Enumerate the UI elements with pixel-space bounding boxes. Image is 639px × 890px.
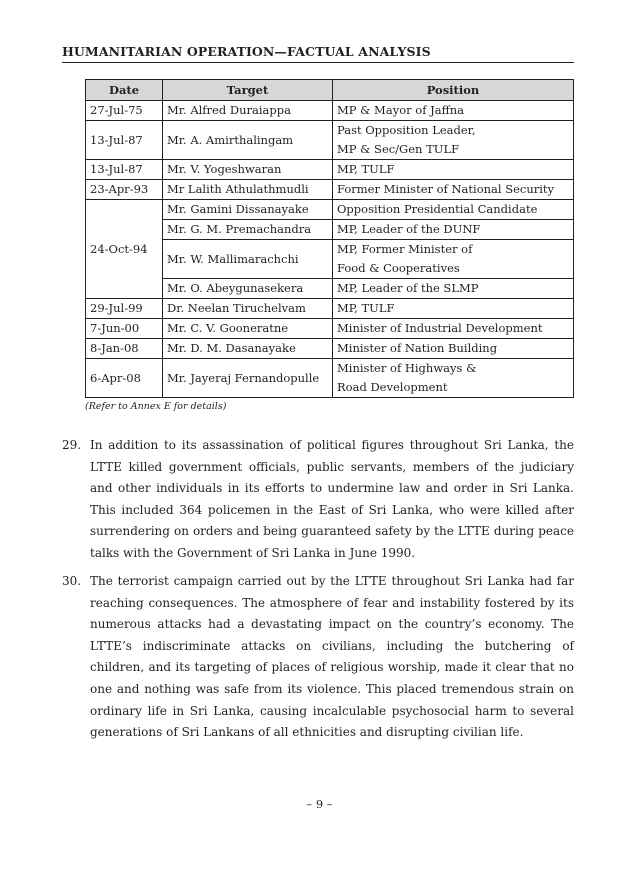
- table-row: [86, 160, 574, 180]
- table-row: [86, 339, 574, 359]
- page-header: HUMANITARIAN OPERATION—FACTUAL ANALYSIS: [62, 44, 574, 63]
- cell-position: MP, Leader of the DUNF: [333, 220, 574, 240]
- paragraph-text: In addition to its assassination of political figures throughout Sri Lanka, the LTTE killed government officials, public servants, members of the judiciary and other individuals in its efforts to undermine law and order in Sri Lanka. This included 364 policemen in the East of Sri Lanka, who were killed after surrendering on orders and being guaranteed safety by the LTTE during peace talks with the Government of Sri Lanka in June 1990.: [90, 438, 574, 560]
- column-header-target: Target: [163, 80, 333, 101]
- cell-date: 29-Jul-99: [86, 299, 163, 319]
- position-line: MP & Sec/Gen TULF: [337, 142, 460, 156]
- cell-date: 13-Jul-87: [86, 121, 163, 160]
- column-header-date: Date: [86, 80, 163, 101]
- cell-target: Mr. G. M. Premachandra: [163, 220, 333, 240]
- cell-position: Minister of Nation Building: [333, 339, 574, 359]
- cell-date: 6-Apr-08: [86, 359, 163, 398]
- cell-position: Former Minister of National Security: [333, 180, 574, 200]
- cell-target: Mr. Jayeraj Fernandopulle: [163, 359, 333, 398]
- cell-target: Mr. D. M. Dasanayake: [163, 339, 333, 359]
- cell-target: Mr. O. Abeygunasekera: [163, 279, 333, 299]
- cell-target: Mr. A. Amirthalingam: [163, 121, 333, 160]
- table-row: [86, 121, 574, 160]
- cell-position: Minister of Industrial Development: [333, 319, 574, 339]
- position-line: Road Development: [337, 380, 448, 394]
- position-line: Past Opposition Leader,: [337, 123, 476, 137]
- cell-target: Mr. V. Yogeshwaran: [163, 160, 333, 180]
- cell-position: MP, TULF: [333, 160, 574, 180]
- paragraph-number: 30.: [62, 574, 82, 588]
- paragraph-29: [62, 435, 574, 565]
- table-row: [86, 180, 574, 200]
- cell-date: 13-Jul-87: [86, 160, 163, 180]
- cell-position: MP, Leader of the SLMP: [333, 279, 574, 299]
- paragraph-text: The terrorist campaign carried out by the LTTE throughout Sri Lanka had far reaching consequences. The atmosphere of fear and instability fostered by its numerous attacks had a devastating impact on the country’s economy. The LTTE’s indiscriminate attacks on civilians, including the butchering of children, and its targeting of places of religious worship, made it clear that no one and nothing was safe from its violence. This placed tremendous strain on ordinary life in Sri Lanka, causing incalculable psychosocial harm to several generations of Sri Lankans of all ethnicities and disrupting civilian life.: [90, 574, 574, 740]
- cell-position: Opposition Presidential Candidate: [333, 200, 574, 220]
- cell-position: [333, 359, 574, 398]
- cell-target: Mr Lalith Athulathmudli: [163, 180, 333, 200]
- table-row: [86, 101, 574, 121]
- column-header-position: Position: [333, 80, 574, 101]
- position-line: Food & Cooperatives: [337, 261, 460, 275]
- cell-date-merged: 24-Oct-94: [86, 200, 163, 299]
- cell-position: [333, 121, 574, 160]
- paragraph-number: 29.: [62, 438, 82, 452]
- table-row: [86, 359, 574, 398]
- position-line: Minister of Highways &: [337, 361, 477, 375]
- cell-position: MP & Mayor of Jaffna: [333, 101, 574, 121]
- cell-target: Dr. Neelan Tiruchelvam: [163, 299, 333, 319]
- paragraph-30: [62, 571, 574, 744]
- cell-position: MP, TULF: [333, 299, 574, 319]
- table-header-row: [86, 80, 574, 101]
- cell-date: 23-Apr-93: [86, 180, 163, 200]
- cell-target: Mr. W. Mallimarachchi: [163, 240, 333, 279]
- cell-date: 7-Jun-00: [86, 319, 163, 339]
- page-number: – 9 –: [306, 797, 333, 811]
- table-row: [86, 319, 574, 339]
- cell-date: 27-Jul-75: [86, 101, 163, 121]
- cell-position: [333, 240, 574, 279]
- assassination-table: [85, 79, 574, 398]
- cell-date: 8-Jan-08: [86, 339, 163, 359]
- table-row: [86, 299, 574, 319]
- cell-target: Mr. Alfred Duraiappa: [163, 101, 333, 121]
- table-row: [86, 200, 574, 220]
- cell-target: Mr. Gamini Dissanayake: [163, 200, 333, 220]
- cell-target: Mr. C. V. Gooneratne: [163, 319, 333, 339]
- table-note: (Refer to Annex E for details): [85, 401, 227, 412]
- position-line: MP, Former Minister of: [337, 242, 473, 256]
